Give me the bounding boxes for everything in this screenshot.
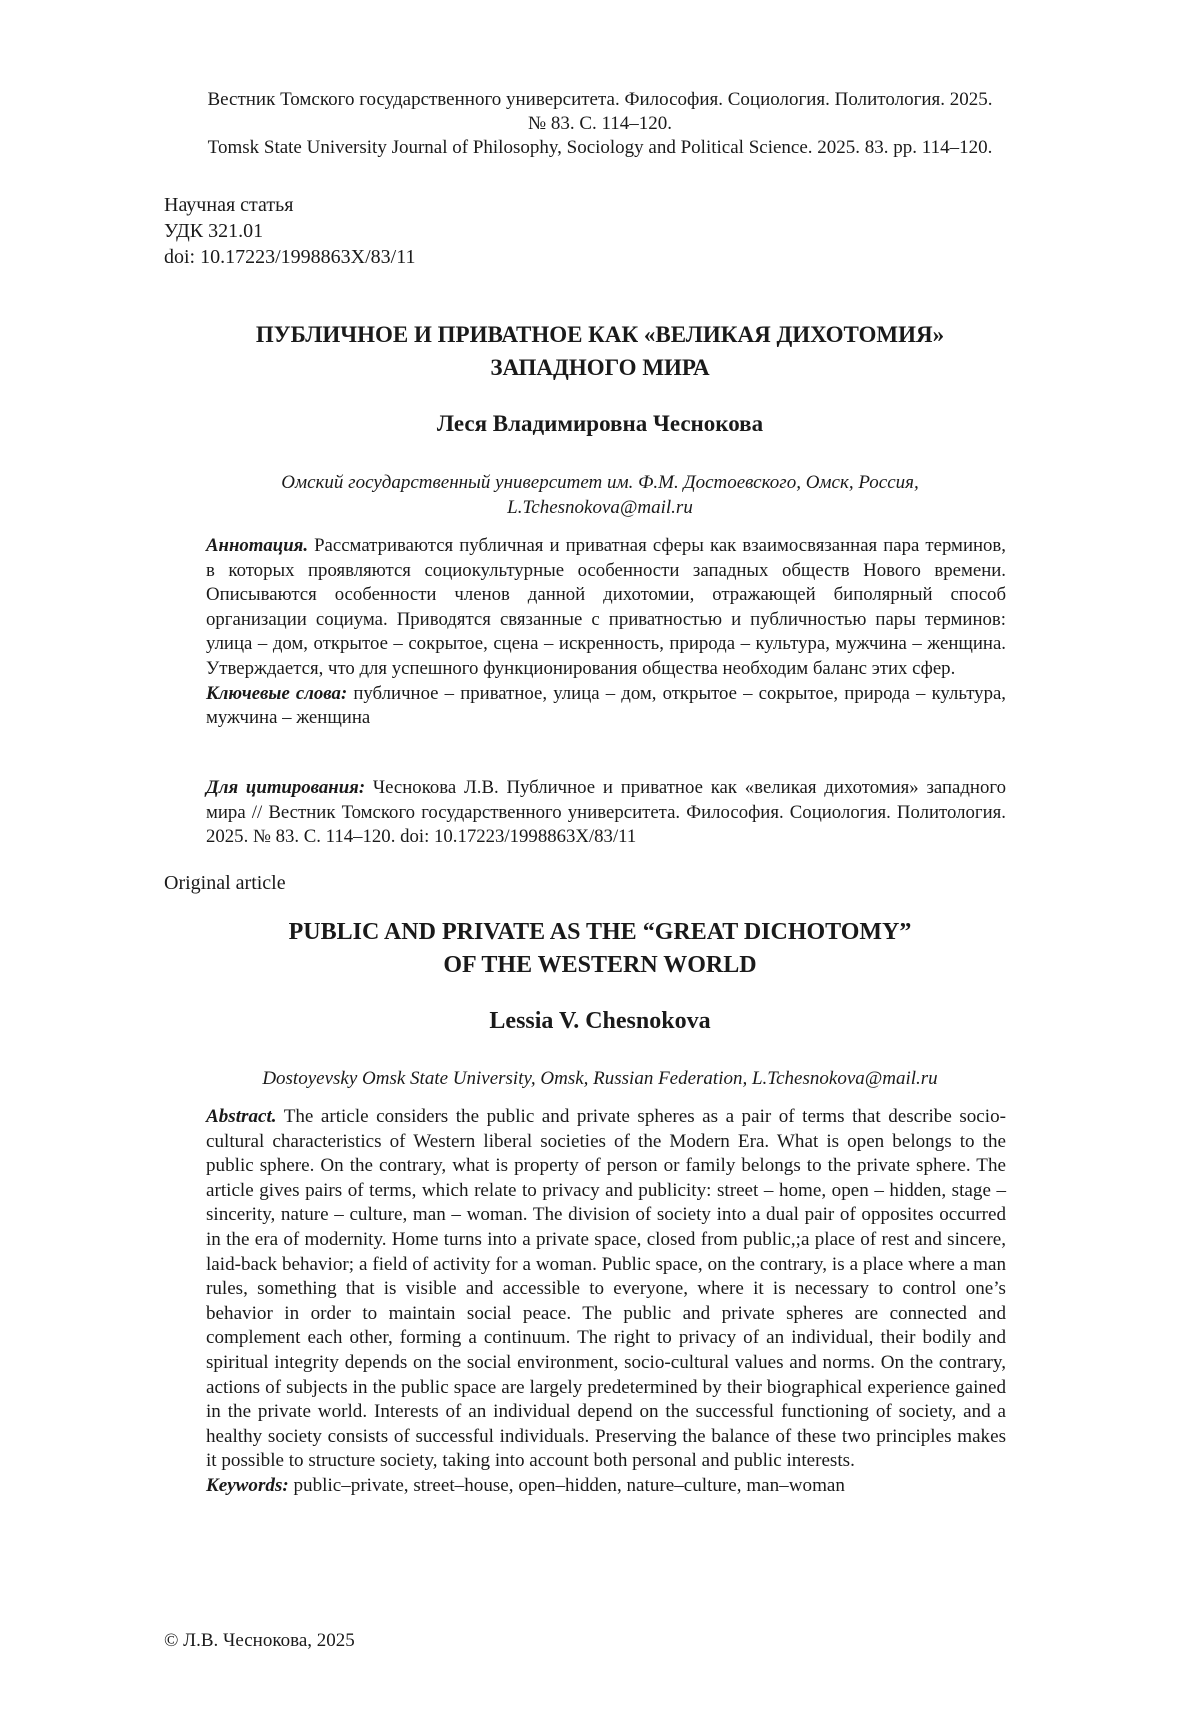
author-email-ru: L.Tchesnokova@mail.ru (507, 497, 693, 518)
keywords-ru-text: публичное – приватное, улица – дом, открытое – сокрытое, природа – культура, мужчина – женщина (206, 682, 1006, 729)
journal-header (100, 88, 1100, 160)
article-type-en: Original article (164, 872, 286, 894)
keywords-en-label: Keywords: (206, 1474, 289, 1496)
udk-code: УДК 321.01 (164, 220, 264, 242)
journal-header-ru-line2: № 83. С. 114–120. (527, 113, 673, 134)
journal-header-en: Tomsk State University Journal of Philosophy, Sociology and Political Science. 2025. 83. pp. 114–120. (207, 137, 993, 158)
title-en-line2: OF THE WESTERN WORLD (443, 952, 757, 978)
journal-header-ru-line1: Вестник Томского государственного университета. Философия. Социология. Политология. 2025. (207, 89, 993, 110)
abstract-ru-text: Рассматриваются публичная и приватная сферы как взаимосвязанная пара терминов, в которых проявляются социокультурные особенности западных обществ Нового времени. Описываются особенности членов данной дихотомии, отражающей биполярный способ организации социума. Приводятся связанные с приватностью и публичностью пары терминов: улица – дом, открытое – сокрытое, сцена – искренность, природа – культура, мужчина – женщина. Утверждается, что для успешного функционирования общества необходим баланс этих сфер. (206, 535, 1006, 679)
affiliation-ru-line1: Омский государственный университет им. Ф.М. Достоевского, Омск, Россия, (281, 472, 919, 493)
keywords-en (206, 1474, 1006, 1499)
copyright-footer: © Л.В. Чеснокова, 2025 (164, 1630, 355, 1651)
citation-ru (206, 776, 1006, 850)
title-ru-line2: ЗАПАДНОГО МИРА (490, 355, 710, 380)
author-en: Lessia V. Chesnokova (489, 1008, 711, 1034)
abstract-ru (206, 534, 1006, 731)
citation-label: Для цитирования: (206, 777, 366, 798)
citation-text: Чеснокова Л.В. Публичное и приватное как «великая дихотомия» западного мира // Вестник Томского государственного университета. Философия. Социология. Политология. 2025. № 83. С. 114–120. doi: 10.17223/1998863Х/83/11 (206, 777, 1006, 848)
affiliation-ru (190, 470, 1010, 520)
abstract-en-text: The article considers the public and private spheres as a pair of terms that describe socio-cultural characteristics of Western liberal societies of the Modern Era. What is open belongs to the public sphere. On the contrary, what is property of person or family belongs to the private sphere. The article gives pairs of terms, which relate to privacy and publicity: street – home, open – hidden, stage – sincerity, nature – culture, man – woman. The division of society into a dual pair of opposites occurred in the era of modernity. Home turns into a private space, closed from public,;a place of rest and sincere, laid-back behavior; a field of activity for a woman. Public space, on the contrary, is a place where a man rules, something that is visible and accessible to everyone, where it is necessary to control one’s behavior in order to maintain social peace. The public and private spheres are connected and complement each other, forming a continuum. The right to privacy of an individual, their bodily and spiritual integrity depends on the social environment, socio-cultural values and norms. On the contrary, actions of subjects in the public space are largely predetermined by their biographical experience gained in the private world. Interests of an individual depend on the successful functioning of society, and a healthy society consists of successful individuals. Preserving the balance of these two principles makes it possible to structure society, taking into account both personal and public interests. (206, 1106, 1006, 1472)
keywords-ru (206, 682, 1006, 731)
abstract-en (206, 1105, 1006, 1499)
article-type-ru: Научная статья (164, 194, 294, 216)
title-ru-line1: ПУБЛИЧНОЕ И ПРИВАТНОЕ КАК «ВЕЛИКАЯ ДИХОТОМИЯ» (255, 322, 945, 347)
keywords-ru-label: Ключевые слова: (206, 682, 348, 704)
author-ru: Леся Владимировна Чеснокова (436, 411, 764, 436)
title-ru (150, 318, 1050, 384)
keywords-en-text: public–private, street–house, open–hidden, nature–culture, man–woman (288, 1474, 845, 1496)
affiliation-en: Dostoyevsky Omsk State University, Omsk, Russian Federation, L.Tchesnokova@mail.ru (262, 1068, 938, 1089)
abstract-ru-label: Аннотация. (206, 535, 309, 556)
title-en-line1: PUBLIC AND PRIVATE AS THE “GREAT DICHOTOMY” (288, 919, 912, 945)
article-meta (164, 192, 415, 270)
abstract-en-label: Abstract. (206, 1106, 277, 1127)
title-en (150, 916, 1050, 982)
doi: doi: 10.17223/1998863Х/83/11 (164, 246, 416, 268)
